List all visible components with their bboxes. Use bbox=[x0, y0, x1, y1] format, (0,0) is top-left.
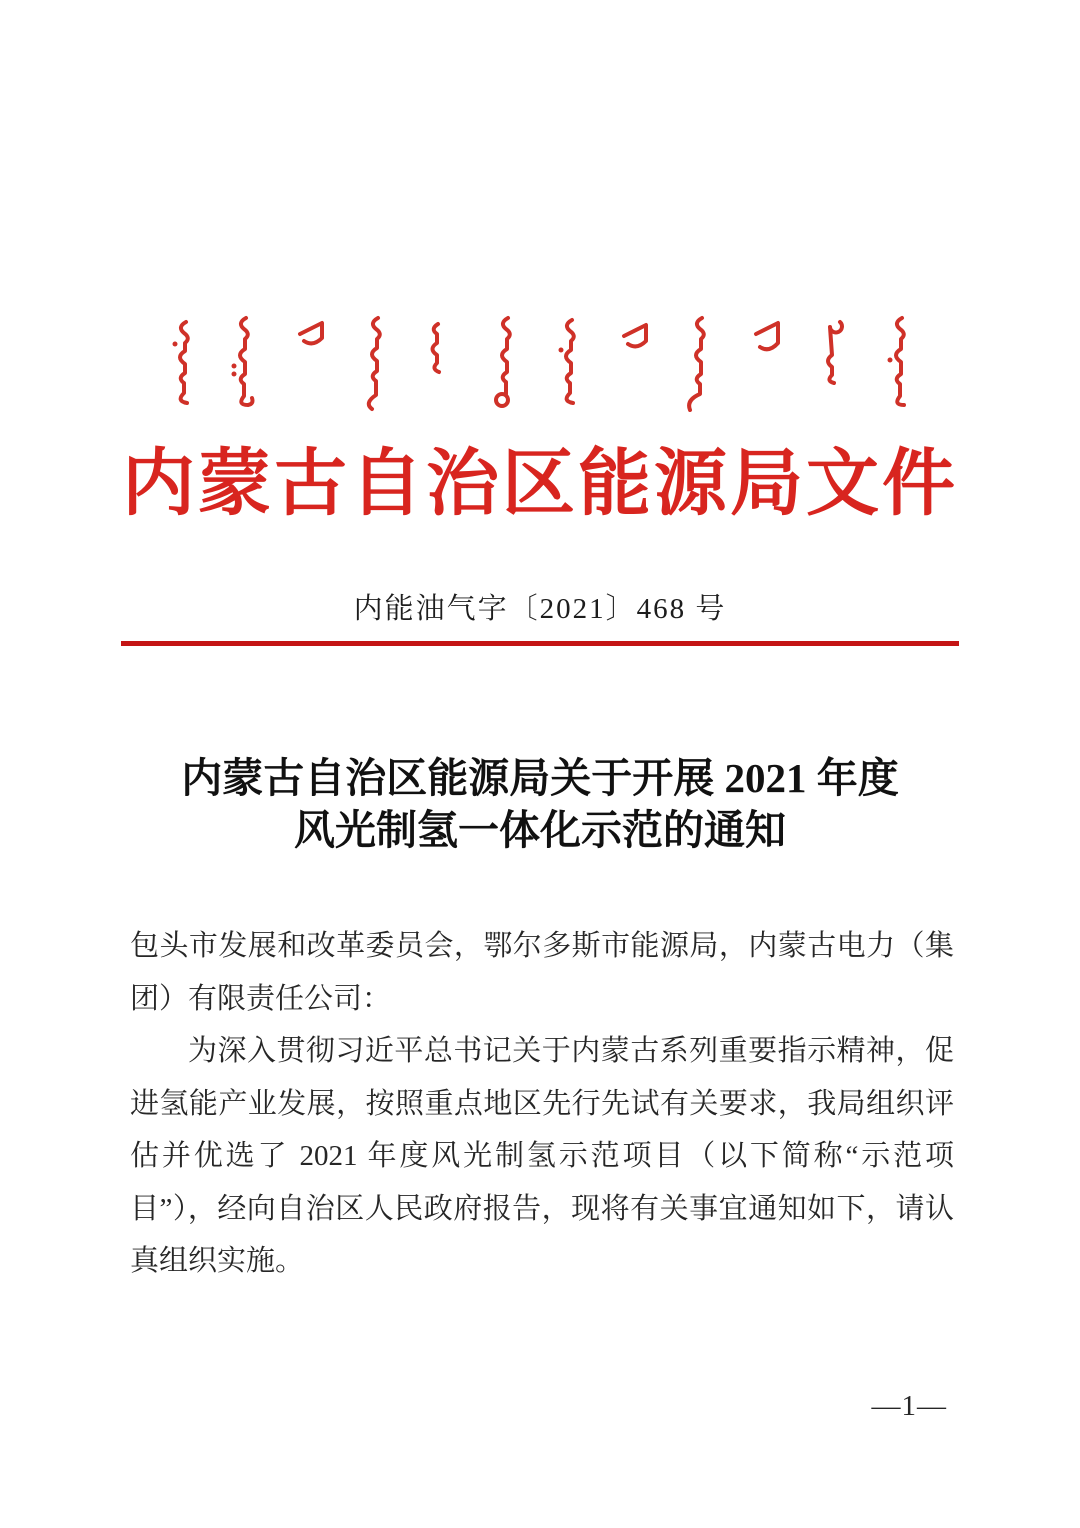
mongolian-glyph bbox=[496, 318, 510, 406]
document-title bbox=[0, 752, 1080, 856]
document-title-line1: 内蒙古自治区能源局关于开展 2021 年度 bbox=[181, 755, 899, 801]
mongolian-glyph bbox=[433, 324, 440, 372]
mongolian-glyph bbox=[888, 318, 905, 405]
body-line: 进氢能产业发展，按照重点地区先行先试有关要求，我局组织评 bbox=[130, 1087, 954, 1120]
mongolian-glyph bbox=[828, 322, 842, 383]
mongolian-glyph bbox=[559, 320, 574, 403]
mongolian-glyph bbox=[689, 318, 704, 410]
body-line: 团）有限责任公司： bbox=[130, 982, 392, 1015]
document-body bbox=[130, 920, 954, 1288]
body-line: 目”），经向自治区人民政府报告，现将有关事宜通知如下，请认 bbox=[130, 1192, 954, 1225]
mongolian-glyph bbox=[624, 325, 646, 346]
mongolian-glyph bbox=[756, 323, 778, 349]
mongolian-glyph bbox=[300, 323, 322, 343]
agency-title: 内蒙古自治区能源局文件 bbox=[122, 443, 958, 524]
body-line: 包头市发展和改革委员会，鄂尔多斯市能源局，内蒙古电力（集 bbox=[130, 930, 954, 962]
mongolian-glyph bbox=[232, 318, 253, 405]
body-line: 为深入贯彻习近平总书记关于内蒙古系列重要指示精神，促 bbox=[188, 1035, 954, 1067]
page-number: —1— bbox=[871, 1390, 947, 1422]
mongolian-script-banner bbox=[162, 310, 924, 412]
document-title-line2: 风光制氢一体化示范的通知 bbox=[294, 807, 786, 853]
document-number: 内能油气字〔2021〕468 号 bbox=[353, 593, 727, 625]
mongolian-glyph bbox=[369, 318, 380, 409]
body-line: 估并优选了 2021 年度风光制氢示范项目（以下简称“示范项 bbox=[130, 1140, 954, 1172]
mongolian-glyph bbox=[173, 322, 188, 403]
body-line: 真组织实施。 bbox=[130, 1245, 305, 1277]
red-separator-line bbox=[121, 641, 959, 646]
